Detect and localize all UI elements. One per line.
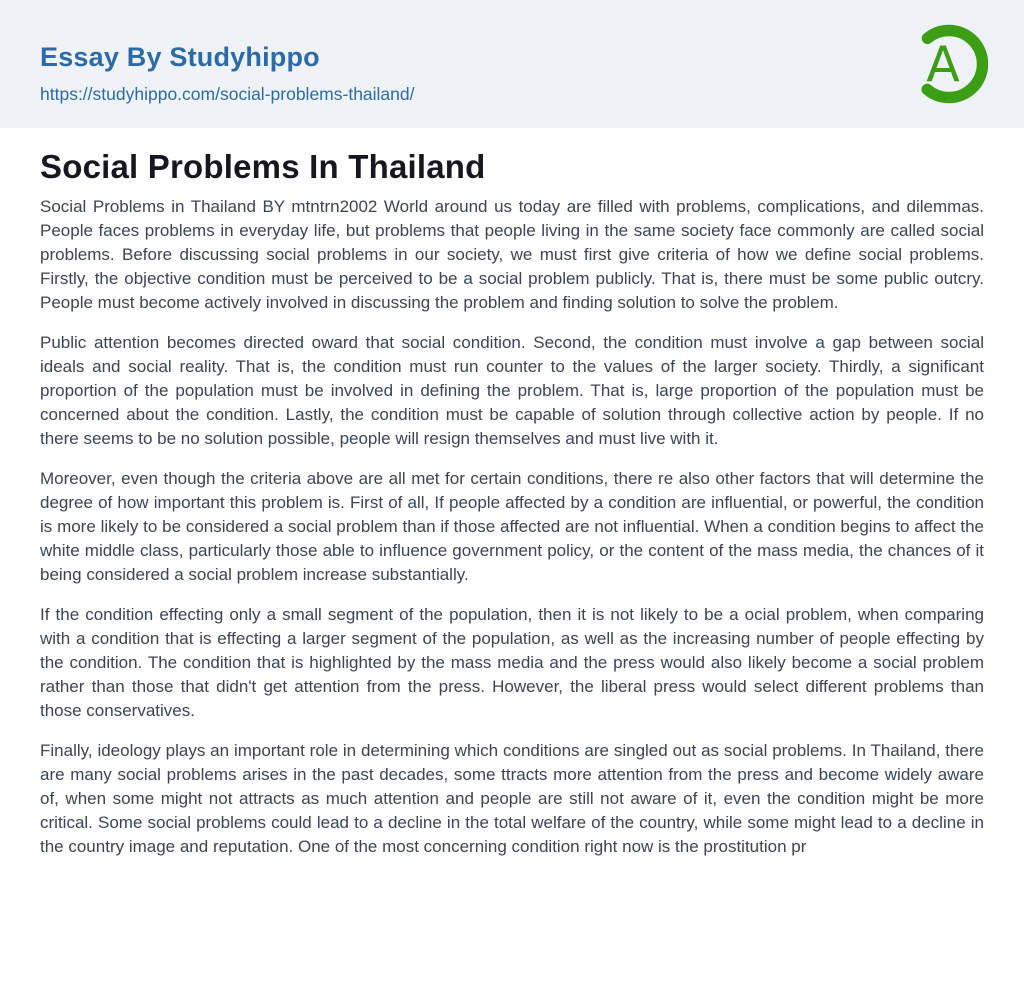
source-url-link[interactable]: https://studyhippo.com/social-problems-thailand/ bbox=[40, 84, 415, 104]
open-ring-logo-icon bbox=[908, 18, 988, 110]
page-header bbox=[0, 0, 1024, 128]
essay-paragraph-1: Social Problems in Thailand BY mtntrn2002 World around us today are filled with problems, complications, and dilemmas. People faces problems in everyday life, but problems that people living in the same society face commonly are called social problems. Before discussing social problems in our society, we must first give criteria of how we define social problems. Firstly, the objective condition must be perceived to be a social problem publicly. That is, there must be some public outcry. People must become actively involved in discussing the problem and finding solution to solve the problem. bbox=[40, 197, 984, 312]
essay-paragraph-5: Finally, ideology plays an important role in determining which conditions are singled out as social problems. In Thailand, there are many social problems arises in the past decades, some ttracts more attention from the press and become widely aware of, when some might not attracts as much attention and people are still not aware of it, even the condition might be more critical. Some social problems could lead to a decline in the total welfare of the country, while some might lead to a decline in the country image and reputation. One of the most concerning condition right now is the prostitution pr bbox=[40, 741, 984, 856]
essay-paragraph-4: If the condition effecting only a small segment of the population, then it is not likely to be a ocial problem, when comparing with a condition that is effecting a larger segment of the population, as well as the increasing number of people effecting by the condition. The condition that is highlighted by the mass media and the press would also likely become a social problem rather than those that didn't get attention from the press. However, the liberal press would select different problems than those conservatives. bbox=[40, 605, 984, 720]
essay-article bbox=[0, 148, 1024, 859]
essay-title: Social Problems In Thailand bbox=[40, 148, 486, 185]
site-title: Essay By Studyhippo bbox=[40, 42, 320, 72]
essay-paragraph-2: Public attention becomes directed oward that social condition. Second, the condition must involve a gap between social ideals and social reality. That is, the condition must run counter to the values of the larger society. Thirdly, a significant proportion of the population must be involved in defining the problem. That is, large proportion of the population must be concerned about the condition. Lastly, the condition must be capable of solution through collective action by people. If no there seems to be no solution possible, people will resign themselves and must live with it. bbox=[40, 333, 984, 448]
logo-letter: A bbox=[926, 36, 960, 93]
studyhippo-logo bbox=[908, 18, 988, 110]
essay-paragraph-3: Moreover, even though the criteria above are all met for certain conditions, there re also other factors that will determine the degree of how important this problem is. First of all, If people affected by a condition are influential, or powerful, the condition is more likely to be considered a social problem than if those affected are not influential. When a condition begins to affect the white middle class, particularly those able to influence government policy, or the content of the mass media, the chances of it being considered a social problem increase substantially. bbox=[40, 469, 984, 584]
